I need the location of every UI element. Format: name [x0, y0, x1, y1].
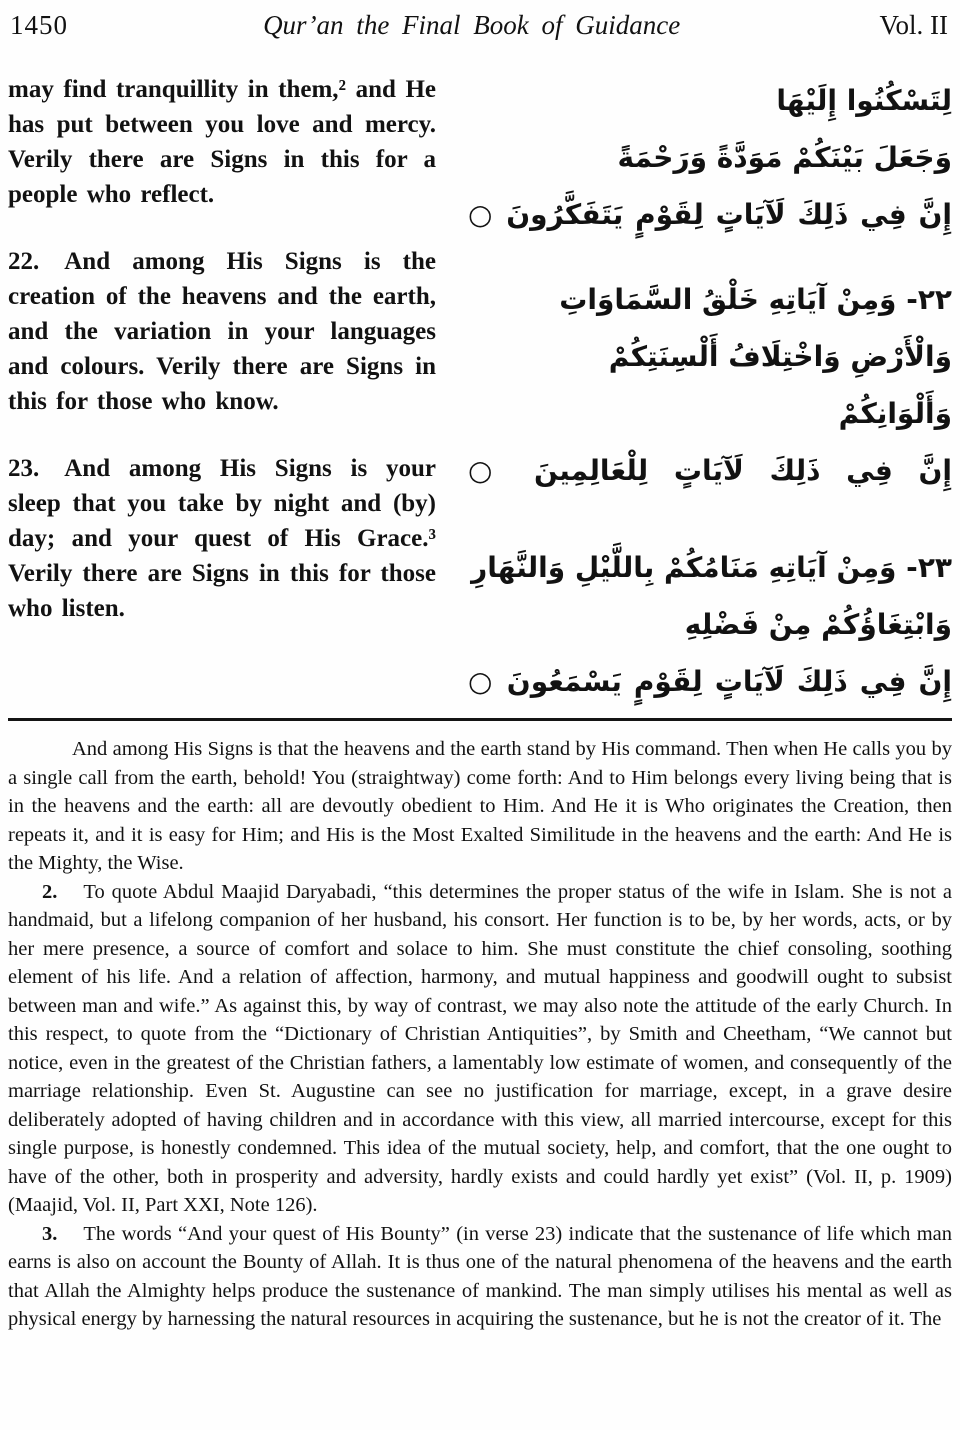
- arabic-line: وَجَعَلَ بَيْنَكُمْ مَوَدَّةً وَرَحْمَةً: [617, 141, 952, 174]
- arabic-line: وَابْتِغَاؤُكُمْ مِنْ فَضْلِهِ: [684, 608, 952, 641]
- arabic-line: ٢٢- وَمِنْ آيَاتِهِ خَلْقُ السَّمَاوَاتِ: [559, 283, 952, 316]
- footnote-divider: [8, 718, 952, 721]
- volume-label: Vol. II: [879, 10, 948, 40]
- footnotes-section: [8, 735, 952, 1334]
- arabic-line: لِتَسْكُنُوا إِلَيْهَا: [776, 84, 952, 117]
- book-title: Qur’an the Final Book of Guidance: [263, 10, 681, 40]
- arabic-line-with-ayah-end-marker: إِنَّ فِي ذَلِكَ لَآيَاتٍ لِقَوْمٍ يَسْمَعُونَ ○: [468, 665, 952, 698]
- footnote-text: The words “And your quest of His Bounty” (in verse 23) indicate that the sustenance of life which man earns is also on account the Bounty of Allah. It is thus one of the natural phenomena of the heavens and the earth that Allah the Almighty helps produce the sustenance of mankind. The man simply utilises his mental as well as physical energy by harnessing the natural resources in acquiring the sustenance, but he is not the creator of it. The: [8, 1222, 952, 1330]
- verse-section: [8, 72, 952, 710]
- arabic-verse-22: [468, 271, 952, 499]
- arabic-line: وَأَلْوَانِكُمْ: [838, 397, 952, 430]
- page-number: 1450: [10, 10, 68, 40]
- translation-column: [8, 72, 436, 626]
- footnote-number: 3.: [42, 1222, 58, 1245]
- arabic-verse-21: [468, 72, 952, 243]
- arabic-line-with-ayah-end-marker: إِنَّ فِي ذَلِكَ لَآيَاتٍ لِقَوْمٍ يَتَفَكَّرُونَ ○: [468, 198, 952, 231]
- footnote-3: [8, 1220, 952, 1334]
- arabic-line: وَالْأَرْضِ وَاخْتِلَافُ أَلْسِنَتِكُمْ: [608, 340, 952, 373]
- footnote-number: 2.: [42, 880, 58, 903]
- verse-22-translation: 22. And among His Signs is the creation of the heavens and the earth, and the variation in your languages and colours. Verily there are Signs in this for those who know.: [8, 248, 436, 415]
- footnote-2: [8, 878, 952, 1220]
- arabic-verse-23: [468, 539, 952, 710]
- arabic-line-with-ayah-end-marker: إِنَّ فِي ذَلِكَ لَآيَاتٍ لِلْعَالِمِينَ ○: [468, 454, 952, 487]
- footnote-1-continuation: And among His Signs is that the heavens and the earth stand by His command. Then when He calls you by a single call from the earth, behold! You (straightway) come forth: And to Him belongs every living being that is in the heavens and the earth: all are devoutly obedient to Him. And He it is Who originates the Creation, then repeats it, and it is easy for Him; and His is the Most Exalted Similitude in the heavens and the earth: And He is the Mighty, the Wise.: [8, 738, 952, 874]
- footnote-text: To quote Abdul Maajid Daryabadi, “this determines the proper status of the wife in Islam. She is not a handmaid, but a lifelong companion of her husband, his consort. Her function is to be, by her words, acts, or by her mere presence, a source of comfort and solace to him. She must constitute the chief consoling, soothing element of his life. And a relation of affection, harmony, and mutual happiness and goodwill ought to subsist between man and wife.” As against this, by way of contrast, we may also note the attitude of the early Church. In this respect, to quote from the “Dictionary of Christian Antiquities”, by Smith and Cheetham, “We cannot but notice, even in the greatest of the Christian fathers, a lamentably low estimate of women, and consequently of the marriage relationship. Even St. Augustine can see no justification for marriage, except, in a grave desire deliberately adopted of having children and in accordance with this view, all married intercourse, except for this single purpose, is honestly condemned. This idea of the mutual society, help, and comfort, that the one ought to have of the other, both in prosperity and adversity, hardly exists and could hardly yet exist” (Vol. II, p. 1909) (Maajid, Vol. II, Part XXI, Note 126).: [8, 880, 952, 1216]
- arabic-column: [468, 72, 952, 710]
- page-header: [8, 10, 952, 48]
- arabic-line: ٢٣- وَمِنْ آيَاتِهِ مَنَامُكُمْ بِاللَّيْلِ وَالنَّهَارِ: [471, 551, 952, 584]
- verse-21-translation: may find tranquillity in them,² and He has put between you love and mercy. Verily there are Signs in this for a people who reflect.: [8, 76, 436, 208]
- verse-23-translation: 23. And among His Signs is your sleep that you take by night and (by) day; and your quest of His Grace.³ Verily there are Signs in this for those who listen.: [8, 455, 436, 622]
